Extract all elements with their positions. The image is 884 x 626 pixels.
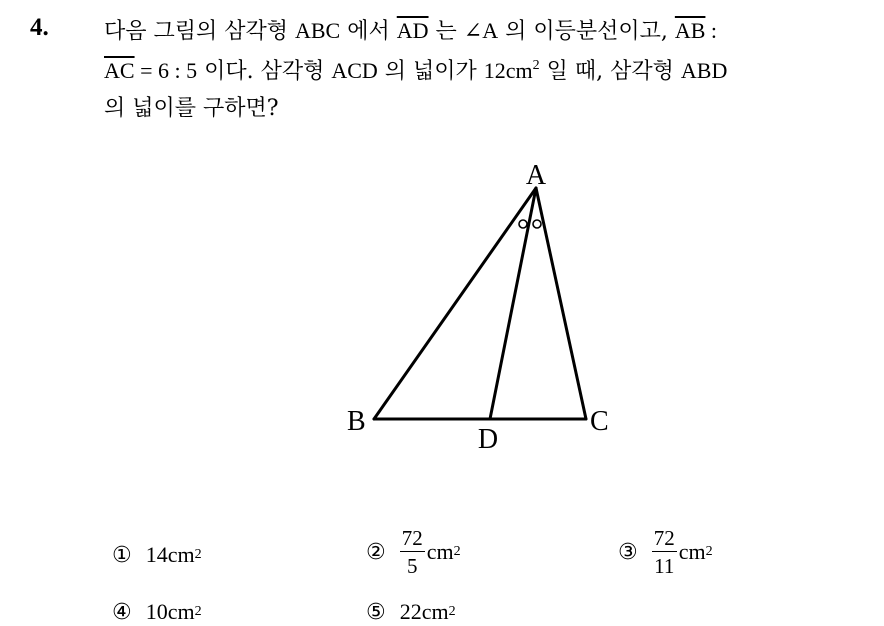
given-area: 12cm xyxy=(483,58,533,83)
option-2-fraction xyxy=(400,527,425,577)
area-exponent: 2 xyxy=(532,58,540,73)
option-4[interactable]: ④ 10cm 2 xyxy=(112,599,202,625)
question-line-3: 의 넓이를 구하면? xyxy=(104,96,279,121)
option-1-symbol: ① xyxy=(112,542,132,568)
triangle-name: ABD xyxy=(680,58,728,83)
angle-mark-left xyxy=(519,220,527,228)
option-2-denominator: 5 xyxy=(406,554,418,578)
option-4-value: 10cm xyxy=(145,599,195,624)
option-3-symbol: ③ xyxy=(618,539,638,565)
option-1[interactable]: ① 14cm 2 xyxy=(112,542,202,568)
option-4-symbol: ④ xyxy=(112,599,132,625)
option-3-fraction xyxy=(652,527,677,577)
segment-ab: $\overline{AB}$ xyxy=(674,18,706,43)
option-3[interactable]: ③ $\frac{72}{11}$ cm 2 xyxy=(618,526,713,578)
question-text: 일 때, 삼각형 xyxy=(539,59,681,84)
question-text: 의 넓이가 xyxy=(377,59,484,84)
ratio-value: = 6 : 5 xyxy=(134,58,198,83)
option-2-unit: cm xyxy=(426,539,454,564)
question-text: 는 xyxy=(428,19,464,44)
triangle-name: ACD xyxy=(331,58,378,83)
label-a: A xyxy=(525,160,547,191)
ratio-colon: : xyxy=(705,18,718,43)
question-number: 4. xyxy=(30,14,49,41)
option-2-symbol: ② xyxy=(366,539,386,565)
segment-ad: $\overline{AD}$ xyxy=(396,18,429,43)
question-text: 다음 그림의 삼각형 xyxy=(104,19,295,44)
angle-a: ∠A xyxy=(463,18,499,43)
question-text: 이다. 삼각형 xyxy=(197,59,332,84)
option-2[interactable]: ② $\frac{72}{5}$ cm 2 xyxy=(366,526,461,578)
triangle-name: ABC xyxy=(295,18,341,43)
segment-ac: $\overline{AC}$ xyxy=(104,58,135,83)
option-3-numerator: 72 xyxy=(653,526,675,550)
option-2-numerator: 72 xyxy=(401,526,423,550)
label-c: C xyxy=(590,406,609,437)
label-b: B xyxy=(347,406,366,437)
option-3-unit: cm xyxy=(678,539,706,564)
label-d: D xyxy=(477,424,499,455)
angle-mark-right xyxy=(533,220,541,228)
side-ac xyxy=(536,188,586,419)
question-text: 의 이등분선이고, xyxy=(498,19,675,44)
question-text: 에서 xyxy=(340,19,397,44)
option-3-denominator: 11 xyxy=(654,554,675,578)
option-5[interactable]: ⑤ 22cm 2 xyxy=(366,599,456,625)
option-5-value: 22cm xyxy=(399,599,449,624)
option-1-value: 14cm xyxy=(145,542,195,567)
option-5-symbol: ⑤ xyxy=(366,599,386,625)
